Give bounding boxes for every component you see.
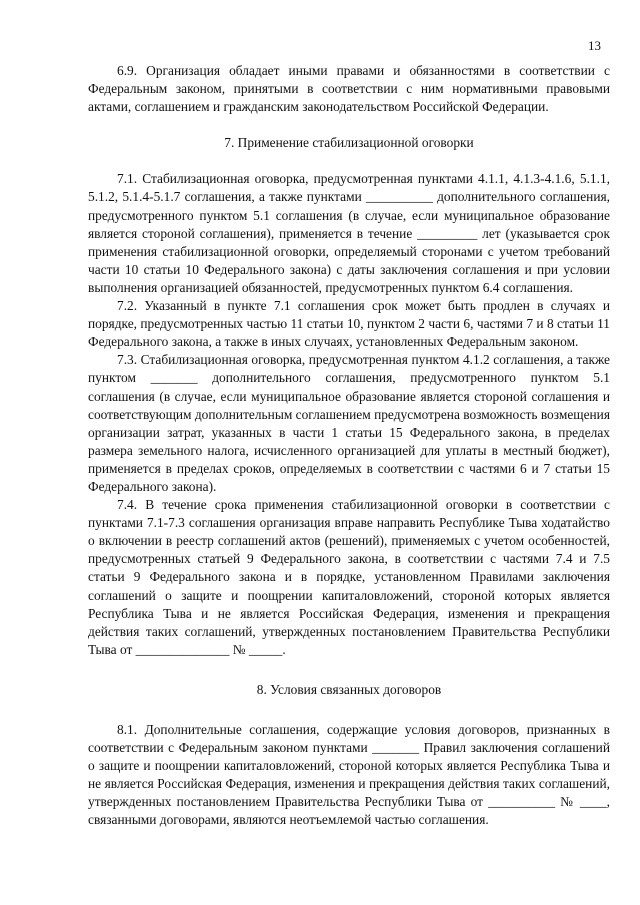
document-page (88, 30, 610, 830)
paragraph-7-3: 7.3. Стабилизационная оговорка, предусмотренная пунктом 4.1.2 соглашения, а также пунктом _______ дополнительного соглашения, предусмотренного пунктом 5.1 соглашения (в случае, если муниципальное образование является стороной соглашения и соответствующим дополнительным соглашением предусмотрена возможность возмещения организации затрат, указанных в части 1 статьи 15 Федерального закона, в пределах размера земельного налога, исчисленного организацией для уплаты в местный бюджет), применяется в пределах сроков, определяемых в соответствии с частями 6 и 7 статьи 15 Федерального закона). (88, 352, 611, 494)
paragraph-7-4: 7.4. В течение срока применения стабилизационной оговорки в соответствии с пунктами 7.1-7.3 соглашения организация вправе направить Республике Тыва ходатайство о включении в реестр соглашений актов (решений), применяемых с учетом особенностей, предусмотренных статьей 9 Федерального закона, в соответствии с частями 7.4 и 7.5 статьи 9 Федерального закона и в порядке, установленном Правилами заключения соглашений о защите и поощрении капиталовложений, стороной которых является Республика Тыва и не является Российская Федерация, изменения и прекращения действия таких соглашений, утвержденных постановлением Правительства Республики Тыва от ______________ № _____. (88, 497, 610, 657)
section-7-heading: 7. Применение стабилизационной оговорки (224, 135, 474, 151)
page-number: 13 (588, 38, 601, 53)
paragraph-7-2: 7.2. Указанный в пункте 7.1 соглашения срок может быть продлен в случаях и порядке, предусмотренных частью 11 статьи 10, пунктом 2 части 6, частями 7 и 8 статьи 11 Федерального закона, а также в иных случаях, установленных Федеральным законом. (88, 298, 610, 350)
paragraph-6-9: 6.9. Организация обладает иными правами и обязанностями в соответствии с Федеральным законом, принятыми в соответствии с ним нормативными правовыми актами, соглашением и гражданским законодательством Российской Федерации. (88, 63, 610, 115)
section-8-heading: 8. Условия связанных договоров (256, 681, 442, 697)
paragraph-8-1: 8.1. Дополнительные соглашения, содержащие условия договоров, признанных в соответствии с Федеральным законом пунктами _______ Правил заключения соглашений о защите и поощрении капиталовложений, стороной которых является Республика Тыва и не является Российская Федерация, изменения и прекращения действия таких соглашений, утвержденных постановлением Правительства Республики Тыва от __________ № ____, связанными договорами, являются неотъемлемой частью соглашения. (88, 722, 610, 828)
paragraph-7-1: 7.1. Стабилизационная оговорка, предусмотренная пунктами 4.1.1, 4.1.3-4.1.6, 5.1.1, 5.1.2, 5.1.4-5.1.7 соглашения, а также пунктами __________ дополнительного соглашения, предусмотренного пунктом 5.1 соглашения (в случае, если муниципальное образование является стороной соглашения), применяется в течение _________ лет (указывается срок применения стабилизационной оговорки, определяемый сторонами с учетом требований части 10 статьи 10 Федерального закона) с даты заключения соглашения и при условии выполнения организацией обязанностей, предусмотренных пунктом 6.4 соглашения. (88, 171, 610, 295)
